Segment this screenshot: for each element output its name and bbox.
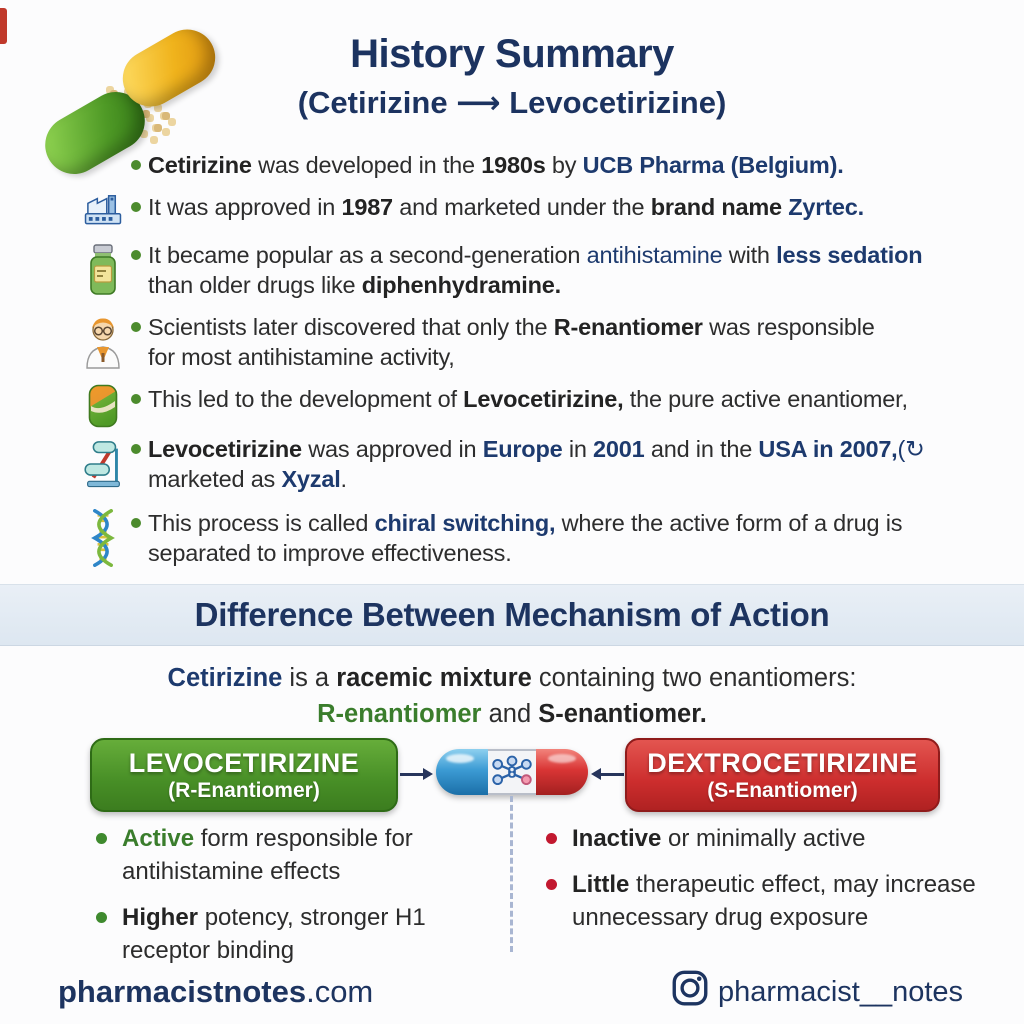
levocetirizine-box-title: LEVOCETIRIZINE [128,748,360,778]
arrow-right-icon [400,773,430,776]
section-heading: Difference Between Mechanism of Action [194,596,830,633]
bullet-dot [131,160,141,170]
bullet-text: This process is called chiral switching, where the active form of a drug is separated to improve effectiveness. [148,510,903,566]
history-bullet [82,150,1000,180]
capsule-blue-half [436,749,488,795]
history-bullet-list [82,150,1000,568]
levocetirizine-box [90,738,398,812]
history-bullet [82,508,1000,568]
factory-icon [82,192,124,226]
history-bullet [82,240,1000,300]
arrow-left-icon [594,773,624,776]
title-block [0,32,1024,121]
section-header-band [0,585,1024,645]
list-item [546,822,1002,855]
list-item-text: Higher potency, stronger H1 receptor binding [122,904,426,964]
bullet-text: It was approved in 1987 and marketed under the brand name Zyrtec. [148,194,864,220]
capsule-molecule-window [488,749,536,795]
bullet-text: This led to the development of Levocetirizine, the pure active enantiomer, [148,386,908,412]
dextrocetirizine-box-title: DEXTROCETIRIZINE [647,748,918,778]
molecule-icon [490,755,534,789]
green-bullet-dot [96,912,107,923]
page-title: History Summary [350,32,674,76]
dna-icon [82,509,124,567]
instagram-handle: pharmacist__notes [718,975,964,1008]
bullet-dot [131,250,141,260]
intro-line-2: R-enantiomer and S-enantiomer. [317,700,707,728]
list-item [96,901,496,967]
bullet-dot [131,394,141,404]
dextrocetirizine-box [625,738,940,812]
bullet-dot [131,518,141,528]
dashed-divider [510,796,513,952]
green-bullet-dot [96,833,107,844]
bullet-text: Levocetirizine was approved in Europe in 2001 and in the USA in 2007,(↻ marketed as Xyzal. [148,436,925,492]
scientist-icon [82,315,124,369]
website-name: pharmacistnotes [58,974,307,1009]
history-bullet [82,192,1000,226]
bullet-dot [131,444,141,454]
list-item [96,822,496,888]
capsule-icon [436,749,588,795]
vial-icon [82,244,124,296]
red-bullet-dot [546,879,557,890]
list-item-text: Little therapeutic effect, may increase unnecessary drug exposure [572,871,976,931]
dextrocetirizine-box-subtitle: (S-Enantiomer) [707,779,858,802]
intro-line-1: Cetirizine is a racemic mixture containing two enantiomers: [167,664,857,692]
bullet-text: Cetirizine was developed in the 1980s by UCB Pharma (Belgium). [148,152,844,178]
history-bullet [82,384,1000,428]
list-item [546,868,1002,934]
red-bullet-dot [546,833,557,844]
racemic-intro [0,660,1024,732]
footer [0,966,1024,1016]
list-item-text: Active form responsible for antihistamine effects [122,825,413,885]
website-url [58,974,373,1010]
history-bullet [82,434,1000,494]
dextrocetirizine-points [546,822,1002,947]
page-subtitle: (Cetirizine ⟶ Levocetirizine) [297,85,727,120]
website-tld: .com [306,974,374,1009]
bullet-dot [131,322,141,332]
levocetirizine-box-subtitle: (R-Enantiomer) [168,779,320,802]
social-handle [672,970,963,1014]
instagram-icon [672,970,708,1014]
list-item-text: Inactive or minimally active [572,825,866,852]
bullet-text: It became popular as a second-generation antihistamine with less sedation than older drugs like diphenhydramine. [148,242,923,298]
tablet-icon [82,384,124,428]
microscope-icon [82,439,124,489]
capsule-red-half [536,749,588,795]
history-bullet [82,312,1000,372]
levocetirizine-points [96,822,496,980]
bullet-text: Scientists later discovered that only the R-enantiomer was responsible for most antihistamine activity, [148,314,875,370]
bullet-dot [131,202,141,212]
